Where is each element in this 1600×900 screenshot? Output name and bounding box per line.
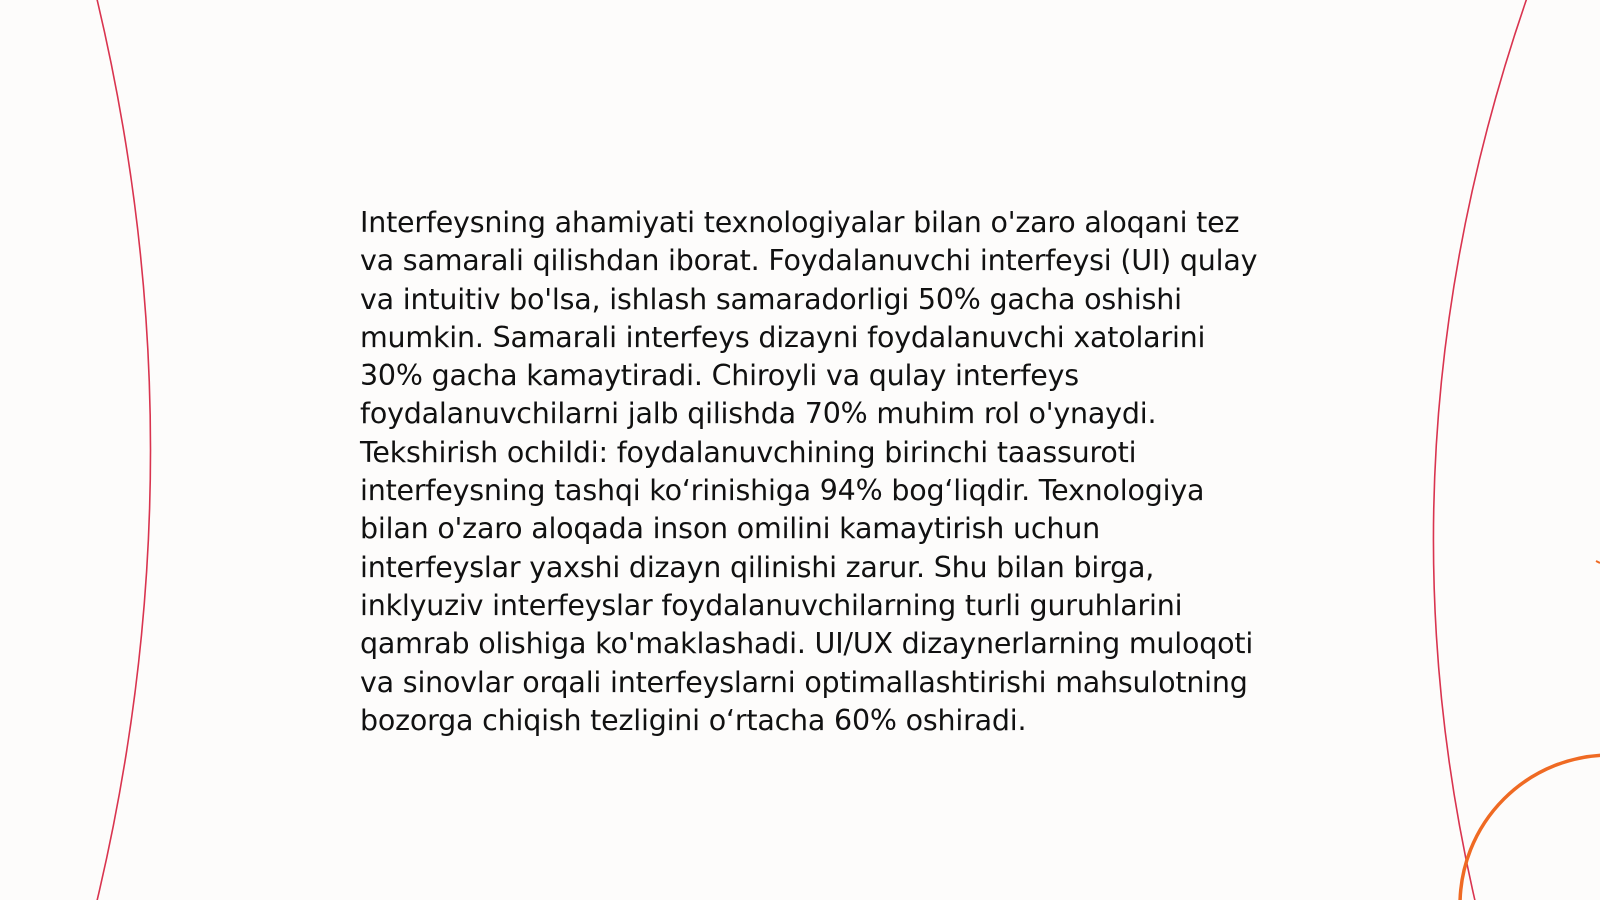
right-edge-mark xyxy=(1596,561,1600,563)
orange-circle-arc xyxy=(1460,755,1600,900)
body-paragraph: Interfeysning ahamiyati texnologiyalar bilan o'zaro aloqani tez va samarali qilishdan iborat. Foydalanuvchi interfeysi (UI) qulay va intuitiv bo'lsa, ishlash samaradorligi 50% gacha oshishi mumkin. Samarali interfeys dizayni foydalanuvchi xatolarini 30% gacha kamaytiradi. Chiroyli va qulay interfeys foydalanuvchilarni jalb qilishda 70% muhim rol o'ynaydi. Tekshirish ochildi: foydalanuvchining birinchi taassuroti interfeysning tashqi ko‘rinishiga 94% bog‘liqdir. Texnologiya bilan o'zaro aloqada inson omilini kamaytirish uchun interfeyslar yaxshi dizayn qilinishi zarur. Shu bilan birga, inklyuziv interfeyslar foydalanuvchilarning turli guruhlarini qamrab olishiga ko'maklashadi. UI/UX dizaynerlarning muloqoti va sinovlar orqali interfeyslarni optimallashtirishi mahsulotning bozorga chiqish tezligini o‘rtacha 60% oshiradi. xyxy=(360,206,1258,737)
left-curve-line xyxy=(96,0,151,900)
right-curve-line xyxy=(1433,0,1528,900)
